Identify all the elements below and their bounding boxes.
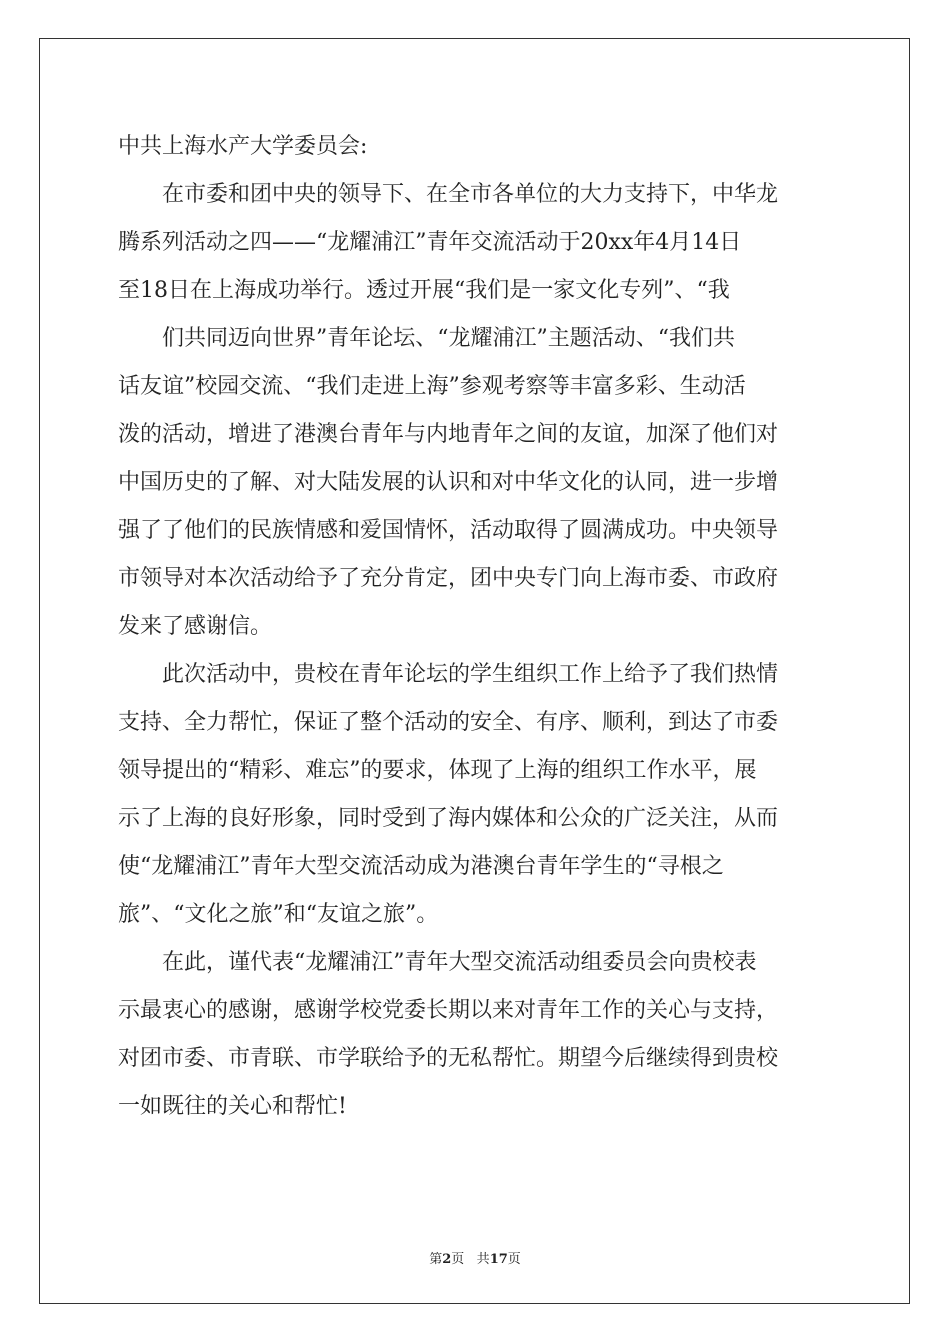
body-line: 强了了他们的民族情感和爱国情怀，活动取得了圆满成功。中央领导 bbox=[118, 518, 779, 543]
body-line: 在此，谨代表“龙耀浦江”青年大型交流活动组委员会向贵校表 bbox=[118, 950, 757, 975]
body-line: 腾系列活动之四——“龙耀浦江”青年交流活动于20xx年4月14日 bbox=[118, 230, 742, 255]
body-line: 旅”、“文化之旅”和“友谊之旅”。 bbox=[118, 902, 439, 927]
body-line: 领导提出的“精彩、难忘”的要求，体现了上海的组织工作水平，展 bbox=[118, 758, 757, 783]
body-line: 泼的活动，增进了港澳台青年与内地青年之间的友谊，加深了他们对 bbox=[118, 422, 779, 447]
page-footer bbox=[0, 1248, 950, 1267]
body-line: 一如既往的关心和帮忙! bbox=[118, 1094, 347, 1119]
body-line: 示了上海的良好形象，同时受到了海内媒体和公众的广泛关注，从而 bbox=[118, 806, 779, 831]
body-line: 此次活动中，贵校在青年论坛的学生组织工作上给予了我们热情 bbox=[118, 662, 779, 687]
page-total-number: 17 bbox=[489, 1252, 508, 1267]
total-prefix: 共 bbox=[476, 1252, 490, 1267]
body-line: 们共同迈向世界”青年论坛、“龙耀浦江”主题活动、“我们共 bbox=[118, 326, 735, 351]
body-line: 使“龙耀浦江”青年大型交流活动成为港澳台青年学生的“寻根之 bbox=[118, 854, 724, 879]
body-line: 示最衷心的感谢，感谢学校党委长期以来对青年工作的关心与支持， bbox=[118, 998, 779, 1023]
salutation: 中共上海水产大学委员会: bbox=[118, 134, 368, 159]
body-line: 在市委和团中央的领导下、在全市各单位的大力支持下，中华龙 bbox=[118, 182, 779, 207]
document-body bbox=[118, 123, 838, 1131]
body-line: 发来了感谢信。 bbox=[118, 614, 273, 639]
body-line: 中国历史的了解、对大陆发展的认识和对中华文化的认同，进一步增 bbox=[118, 470, 779, 495]
page-suffix: 页 bbox=[451, 1252, 465, 1267]
body-line: 至18日在上海成功举行。透过开展“我们是一家文化专列”、“我 bbox=[118, 278, 730, 303]
total-suffix: 页 bbox=[507, 1252, 521, 1267]
body-line: 市领导对本次活动给予了充分肯定，团中央专门向上海市委、市政府 bbox=[118, 566, 779, 591]
page-current-number: 2 bbox=[442, 1252, 452, 1267]
body-line: 支持、全力帮忙，保证了整个活动的安全、有序、顺利，到达了市委 bbox=[118, 710, 779, 735]
body-line: 话友谊”校园交流、“我们走进上海”参观考察等丰富多彩、生动活 bbox=[118, 374, 746, 399]
page-prefix: 第 bbox=[429, 1252, 443, 1267]
body-line: 对团市委、市青联、市学联给予的无私帮忙。期望今后继续得到贵校 bbox=[118, 1046, 779, 1071]
